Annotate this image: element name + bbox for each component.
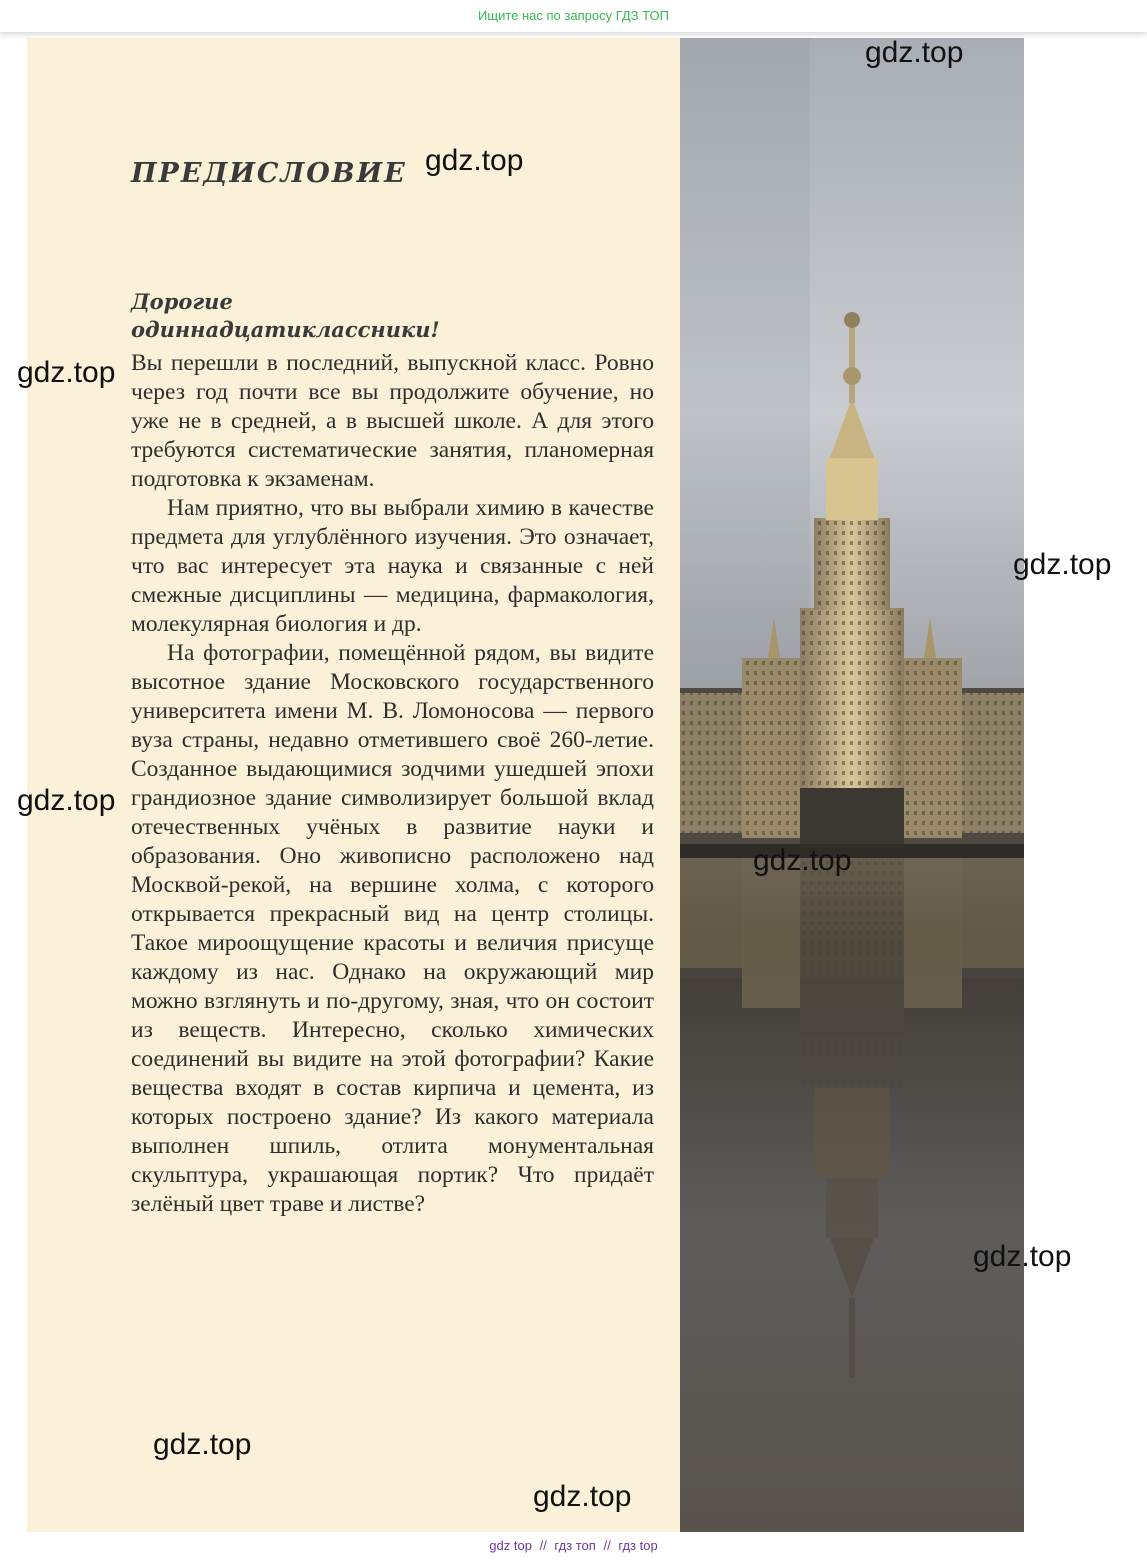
footer-separator: // [603,1538,611,1553]
watermark: gdz.top [1013,548,1112,581]
footer-link[interactable]: гдз топ [554,1538,596,1553]
paragraph: Нам приятно, что вы выбрали химию в качестве предмета для углублённого изучения. Это означает, что вас интересует эта наука и связанные с ней смежные дисциплины — медицина, фармакология, молекулярная биология и др. [131,495,654,637]
greeting-line: Дорогие [131,289,233,314]
text-column [27,38,680,1532]
greeting-line: одиннадцатиклассники! [131,317,440,342]
footer-link[interactable]: гдз top [618,1538,658,1553]
watermark: gdz.top [153,1428,252,1461]
watermark: gdz.top [17,784,116,817]
watermark: gdz.top [425,144,524,177]
watermark: gdz.top [533,1480,632,1513]
footer-separator: // [539,1538,547,1553]
watermark: gdz.top [753,844,852,877]
watermark: gdz.top [17,356,116,389]
top-banner [0,0,1147,32]
footer-links [0,1538,1147,1553]
watermark: gdz.top [973,1240,1072,1273]
footer-link[interactable]: gdz top [489,1538,532,1553]
paragraph: Вы перешли в последний, выпускной класс. Ровно через год почти все вы продолжите обучение, но уже не в средней, а в высшей школе. А для этого требуются систематические занятия, планомерная подготовка к экзаменам. [131,350,654,492]
msu-building-photo [680,38,1024,1532]
page-title: ПРЕДИСЛОВИЕ [131,158,407,189]
paragraph: На фотографии, помещённой рядом, вы видите высотное здание Московского государственного университета имени М. В. Ломоносова — первого вуза страны, недавно отметившего своё 260-летие. Созданное выдающимися зодчими ушедшей эпохи грандиозное здание символизирует большой вклад отечественных учёных в развитие науки и образования. Оно живописно расположено над Москвой-рекой, на вершине холма, с которого открывается прекрасный вид на центр столицы. Такое мироощущение красоты и величия присуще каждому из нас. Однако на окружающий мир можно взглянуть и по-другому, зная, что он состоит из веществ. Интересно, сколько химических соединений вы видите на этой фотографии? Какие вещества входят в состав кирпича и цемента, из которых построено здание? Из какого материала выполнен шпиль, отлита монументальная скульптура, украшающая портик? Что придаёт зелёный цвет траве и листве? [131,640,654,1217]
preface-text [131,349,654,1219]
textbook-page [27,38,1024,1532]
top-banner-link[interactable]: Ищите нас по запросу ГДЗ ТОП [478,8,669,23]
watermark: gdz.top [865,36,964,69]
msu-building-illustration [680,38,1024,1532]
greeting [131,288,440,344]
